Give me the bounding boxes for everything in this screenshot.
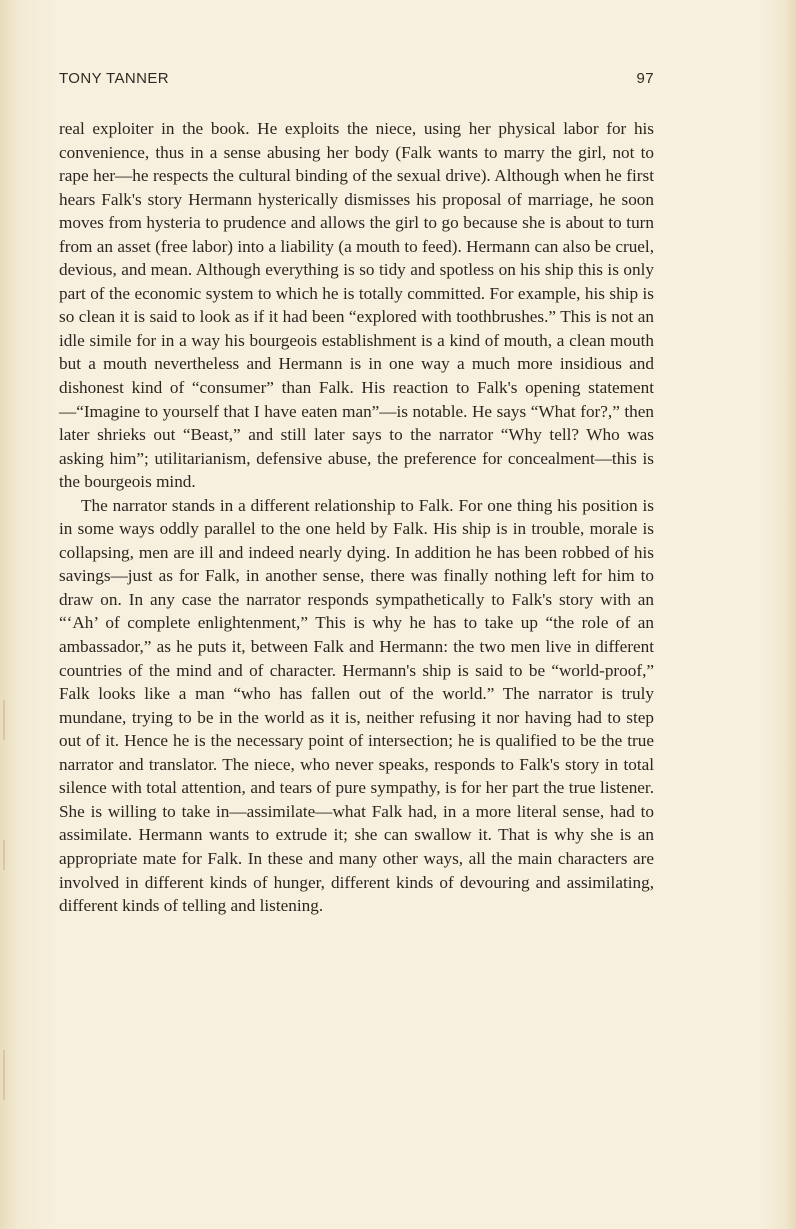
running-head-author: TONY TANNER xyxy=(59,70,169,87)
paragraph: real exploiter in the book. He exploits the niece, using her physical labor for his convenience, thus in a sense abusing her body (Falk wants to marry the girl, not to rape her—he respects the cultural binding of the sexual drive). Although when he first hears Falk's story Hermann hysterically dismisses his proposal of marriage, he soon moves from hysteria to prudence and allows the girl to go because she is about to turn from an asset (free labor) into a liability (a mouth to feed). Hermann can also be cruel, devious, and mean. Although everything is so tidy and spotless on his ship this is only part of the economic system to which he is totally committed. For example, his ship is so clean it is said to look as if it had been “explored with toothbrushes.” This is not an idle simile for in a way his bourgeois establishment is a kind of mouth, a clean mouth but a mouth nevertheless and Hermann is in one way a much more insidious and dishonest kind of “consumer” than Falk. His reaction to Falk's opening statement—“Imagine to yourself that I have eaten man”—is notable. He says “What for?,” then later shrieks out “Beast,” and still later says to the narrator “Why tell? Who was asking him”; utilitarianism, defensive abuse, the preference for concealment—this is the bourgeois mind. xyxy=(59,119,654,492)
page-number: 97 xyxy=(636,70,654,87)
body-text xyxy=(59,117,654,918)
running-header xyxy=(59,70,654,90)
paragraph: The narrator stands in a different relationship to Falk. For one thing his position is in some ways oddly parallel to the one held by Falk. His ship is in trouble, morale is collapsing, men are ill and indeed nearly dying. In addition he has been robbed of his savings—just as for Falk, in another sense, there was finally nothing left for him to draw on. In any case the narrator responds sympathetically to Falk's story with an “‘Ah’ of complete enlightenment,” This is why he has to take up “the role of an ambassador,” as he puts it, between Falk and Hermann: the two men live in different countries of the mind and of character. Hermann's ship is said to be “world-proof,” Falk looks like a man “who has fallen out of the world.” The narrator is truly mundane, trying to be in the world as it is, neither refusing it nor having had to step out of it. Hence he is the necessary point of intersection; he is qualified to be the true narrator and translator. The niece, who never speaks, responds to Falk's story in total silence with total attention, and tears of pure sympathy, is for her part the true listener. She is willing to take in—assimilate—what Falk had, in a more literal sense, had to assimilate. Hermann wants to extrude it; she can swallow it. That is why she is an appropriate mate for Falk. In these and many other ways, all the main characters are involved in different kinds of hunger, different kinds of devouring and assimilating, different kinds of telling and listening. xyxy=(59,495,654,916)
binding-shadow-mark xyxy=(3,700,5,740)
binding-shadow-mark xyxy=(3,1050,5,1100)
binding-shadow-mark xyxy=(3,840,5,870)
